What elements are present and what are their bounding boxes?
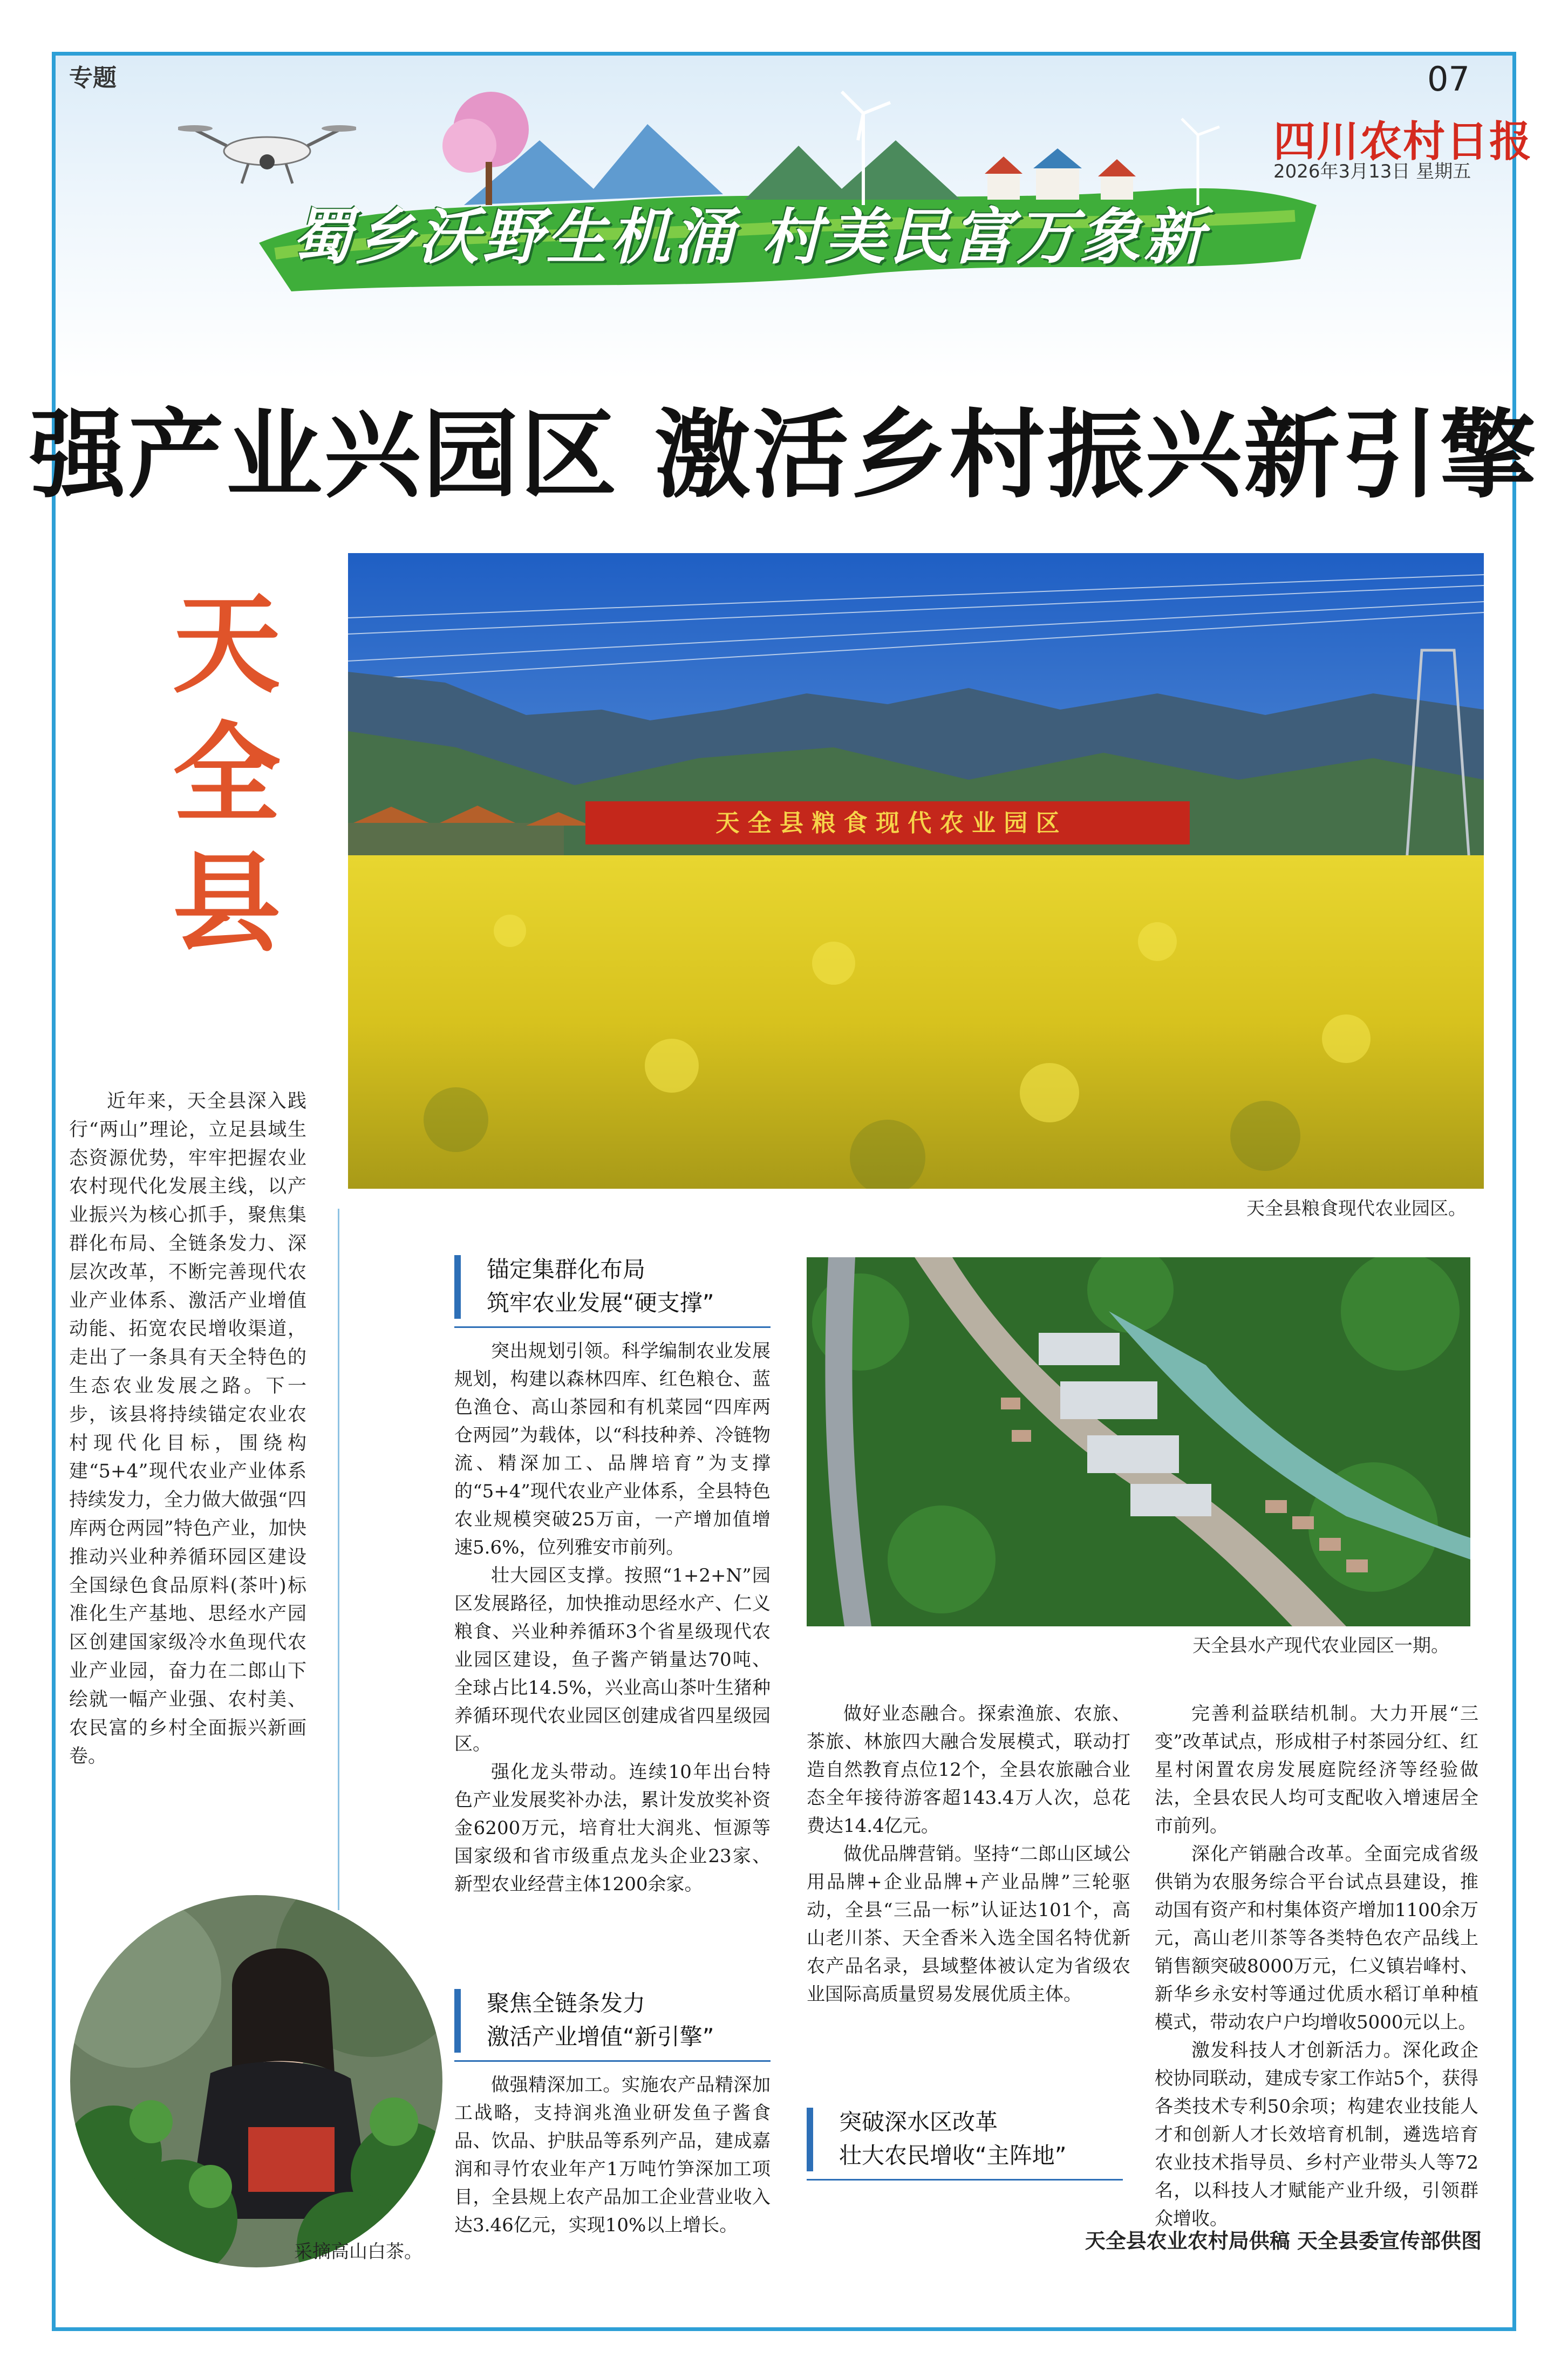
banner-slogan: 蜀乡沃野生机涌 村美民富万象新 xyxy=(291,202,1207,272)
section-1-paragraph-1: 突出规划引领。科学编制农业发展规划，构建以森林四库、红色粮仓、蓝色渔仓、高山茶园和有机菜园“四库两仓两园”为载体，以“科技种养、冷链物流、精深加工、品牌培育”为支撑的“5+4”现代农业产业体系，全县特色农业规模突破25万亩，一产增加值增速5.6%，位列雅安市前列。 xyxy=(454,1340,771,1558)
section-3-paragraph-2: 深化产销融合改革。全面完成省级供销为农服务综合平台试点县建设，推动国有资产和村集体资产增加1100余万元，高山老川茶等各类特色农产品线上销售额突破8000万元，仁义镇岩峰村、新华乡永安村等通过优质水稻订单种植模式，带动农户户均增收5000元以上。 xyxy=(1155,1843,1478,2033)
section-2-paragraph-1: 做强精深加工。实施农产品精深加工战略，支持润兆渔业研发鱼子酱食品、饮品、护肤品等系列产品，建成嘉润和寻竹农业年产1万吨竹笋深加工项目，全县规上农产品加工企业营业收入达3.46亿元，实现10%以上增长。 xyxy=(454,2074,771,2236)
section-3-paragraph-3: 激发科技人才创新活力。深化政企校协同联动，建成专家工作站5个，获得各类技术专利50余项；构建农业技能人才和创新人才长效培育机制，遴选培育农业技术指导员、乡村产业带头人等72名，以科技人才赋能产业升级，引领群众增收。 xyxy=(1155,2040,1478,2230)
grain-park-caption: 天全县粮食现代农业园区。 xyxy=(1246,1198,1467,1219)
aquaculture-park-caption: 天全县水产现代农业园区一期。 xyxy=(1192,1635,1449,1657)
section-2-paragraph-3: 做优品牌营销。坚持“二郎山区域公用品牌+企业品牌+产业品牌”三轮驱动，全县“三品一标”认证达101个，高山老川茶、天全香米入选全国名特优新农产品名录，县域整体被认定为省级农业国际高质量贸易发展优质主体。 xyxy=(807,1843,1130,2005)
section-2-body-col2 xyxy=(807,1700,1130,2008)
county-char-2: 全 xyxy=(172,711,281,837)
section-2-title-line1: 聚焦全链条发力 xyxy=(487,1990,646,2016)
tea-picking-caption: 采摘高山白茶。 xyxy=(294,2241,422,2263)
section-1-heading-rule xyxy=(454,1326,771,1328)
section-3-paragraph-1: 完善利益联结机制。大力开展“三变”改革试点，形成柑子村茶园分红、红星村闲置农房发展庭院经济等经验做法，全县农民人均可支配收入增速居全市前列。 xyxy=(1155,1703,1478,1837)
column-divider xyxy=(338,1209,339,1910)
county-char-1: 天 xyxy=(172,581,281,708)
section-label: 专题 xyxy=(69,64,117,92)
page-headline: 强产业兴园区 激活乡村振兴新引擎 xyxy=(30,399,1538,511)
section-2-heading xyxy=(454,1986,771,2067)
page-number: 07 xyxy=(1427,59,1470,99)
tea-picking-scene xyxy=(70,1895,442,2267)
section-1-heading-bar xyxy=(454,1255,461,1319)
section-2-heading-rule xyxy=(454,2060,771,2062)
grain-park-scene xyxy=(348,553,1484,1189)
intro-text xyxy=(69,1087,306,1771)
section-1-paragraph-3: 强化龙头带动。连续10年出台特色产业发展奖补办法，累计发放奖补资金6200万元，培育壮大润兆、恒源等国家级和省市级重点龙头企业23家、新型农业经营主体1200余家。 xyxy=(454,1761,771,1895)
section-1-title-line1: 锚定集群化布局 xyxy=(487,1256,646,1283)
section-3-heading-rule xyxy=(807,2179,1123,2181)
aquaculture-park-scene xyxy=(807,1257,1470,1626)
aquaculture-park-photo xyxy=(807,1257,1470,1626)
section-2-heading-bar xyxy=(454,1989,461,2053)
section-3-title-line1: 突破深水区改革 xyxy=(839,2109,998,2135)
section-1-title-line2: 筑牢农业发展“硬支撑” xyxy=(487,1290,714,1316)
tea-picking-photo xyxy=(70,1895,442,2267)
section-1-heading xyxy=(454,1252,771,1333)
paper-masthead: 四川农村日报 xyxy=(1273,117,1533,166)
section-3-heading-bar xyxy=(807,2108,813,2171)
section-2-body-col1 xyxy=(454,2071,771,2239)
photo-credit: 天全县农业农村局供稿 天全县委宣传部供图 xyxy=(1085,2229,1482,2253)
county-char-3: 县 xyxy=(172,840,281,967)
section-2-paragraph-2: 做好业态融合。探索渔旅、农旅、茶旅、林旅四大融合发展模式，联动打造自然教育点位12个，全县农旅融合业态全年接待游客超143.4万人次，总花费达14.4亿元。 xyxy=(807,1703,1130,1837)
section-1-paragraph-2: 壮大园区支撑。按照“1+2+N”园区发展路径，加快推动思经水产、仁义粮食、兴业种养循环3个省星级现代农业园区建设，鱼子酱产销量达70吨、全球占比14.5%，兴业高山茶叶生猪种养循环现代农业园区创建成省四星级园区。 xyxy=(454,1565,771,1755)
park-sign-text: 天 全 县 粮 食 现 代 农 业 园 区 xyxy=(715,809,1060,837)
section-3-body xyxy=(1155,1700,1478,2233)
intro-paragraph: 近年来，天全县深入践行“两山”理论，立足县域生态资源优势，牢牢把握农业农村现代化发展主线，以产业振兴为核心抓手，聚焦集群化布局、全链条发力、深层次改革，不断完善现代农业产业体系、激活产业增值动能、拓宽农民增收渠道，走出了一条具有天全特色的生态农业发展之路。下一步，该县将持续锚定农业农村现代化目标，围绕构建“5+4”现代农业产业体系持续发力，全力做大做强“四库两仓两园”特色产业，加快推动兴业种养循环园区建设全国绿色食品原料(茶叶)标准化生产基地、思经水产园区创建国家级冷水鱼现代农业产业园，奋力在二郎山下绘就一幅产业强、农村美、农民富的乡村全面振兴新画卷。 xyxy=(69,1091,306,1768)
section-3-title-line2: 壮大农民增收“主阵地” xyxy=(839,2142,1067,2169)
grain-park-photo xyxy=(348,553,1484,1189)
section-3-heading xyxy=(807,2104,1123,2185)
section-2-title-line2: 激活产业增值“新引擎” xyxy=(487,2023,714,2050)
issue-date: 2026年3月13日 星期五 xyxy=(1273,161,1471,182)
section-1-body xyxy=(454,1337,771,1898)
